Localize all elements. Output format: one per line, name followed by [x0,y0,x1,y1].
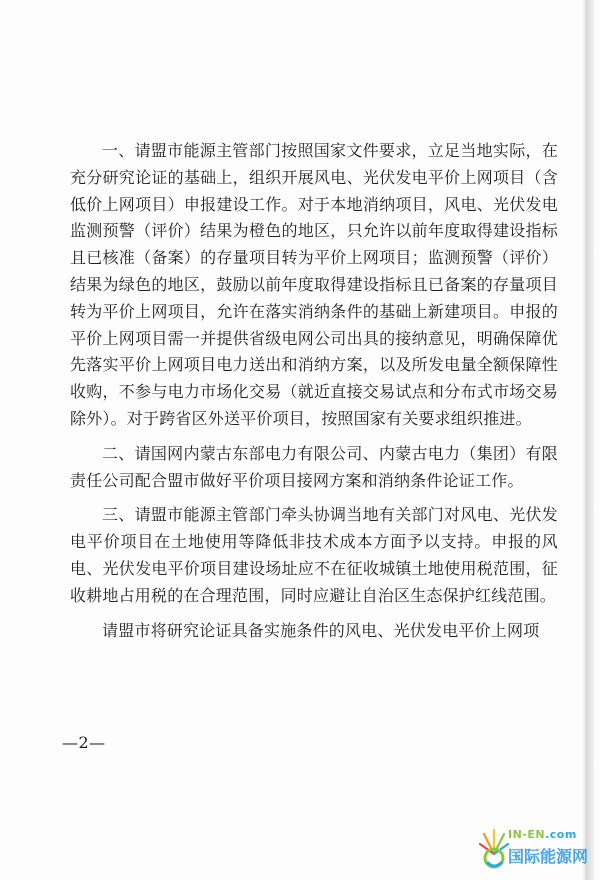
watermark-logo [478,818,596,874]
paragraph-3: 三、请盟市能源主管部门牵头协调当地有关部门对风电、光伏发电平价项目在土地使用等降低非技术成本方面予以支持。申报的风电、光伏发电平价项目建设场址应不在征收城镇土地使用税范围，征收耕地占用税的在合理范围，同时应避让自治区生态保护红线范围。 [70,505,558,605]
watermark-domain-blue: .com [545,828,577,841]
paragraph-2: 二、请国网内蒙古东部电力有限公司、内蒙古电力（集团）有限责任公司配合盟市做好平价项目接网方案和消纳条件论证工作。 [70,443,558,490]
watermark-domain [508,828,577,841]
paragraph-4: 请盟市将研究论证具备实施条件的风电、光伏发电平价上网项 [102,620,540,640]
paragraph-1: 一、请盟市能源主管部门按照国家文件要求，立足当地实际，在充分研究论证的基础上，组织开展风电、光伏发电平价上网项目（含低价上网项目）申报建设工作。对于本地消纳项目，风电、光伏发电监测预警（评价）结果为橙色的地区，只允许以前年度取得建设指标且已核准（备案）的存量项目转为平价上网项目；监测预警（评价）结果为绿色的地区，鼓励以前年度取得建设指标且已备案的存量项目转为平价上网项目，允许在落实消纳条件的基础上新建项目。申报的平价上网项目需一并提供省级电网公司出具的接纳意见，明确保障优先落实平价上网项目电力送出和消纳方案，以及所发电量全额保障性收购，不参与电力市场化交易（就近直接交易试点和分布式市场交易除外）。对于跨省区外送平价项目，按照国家有关要求组织推进。 [70,141,558,428]
scan-edge [582,0,594,880]
page-number: —2— [62,733,106,752]
sun-logo-icon [478,818,512,872]
document-body [70,138,558,644]
watermark-name: 国际能源网 [508,847,589,866]
watermark-domain-green: IN-EN [508,828,546,841]
